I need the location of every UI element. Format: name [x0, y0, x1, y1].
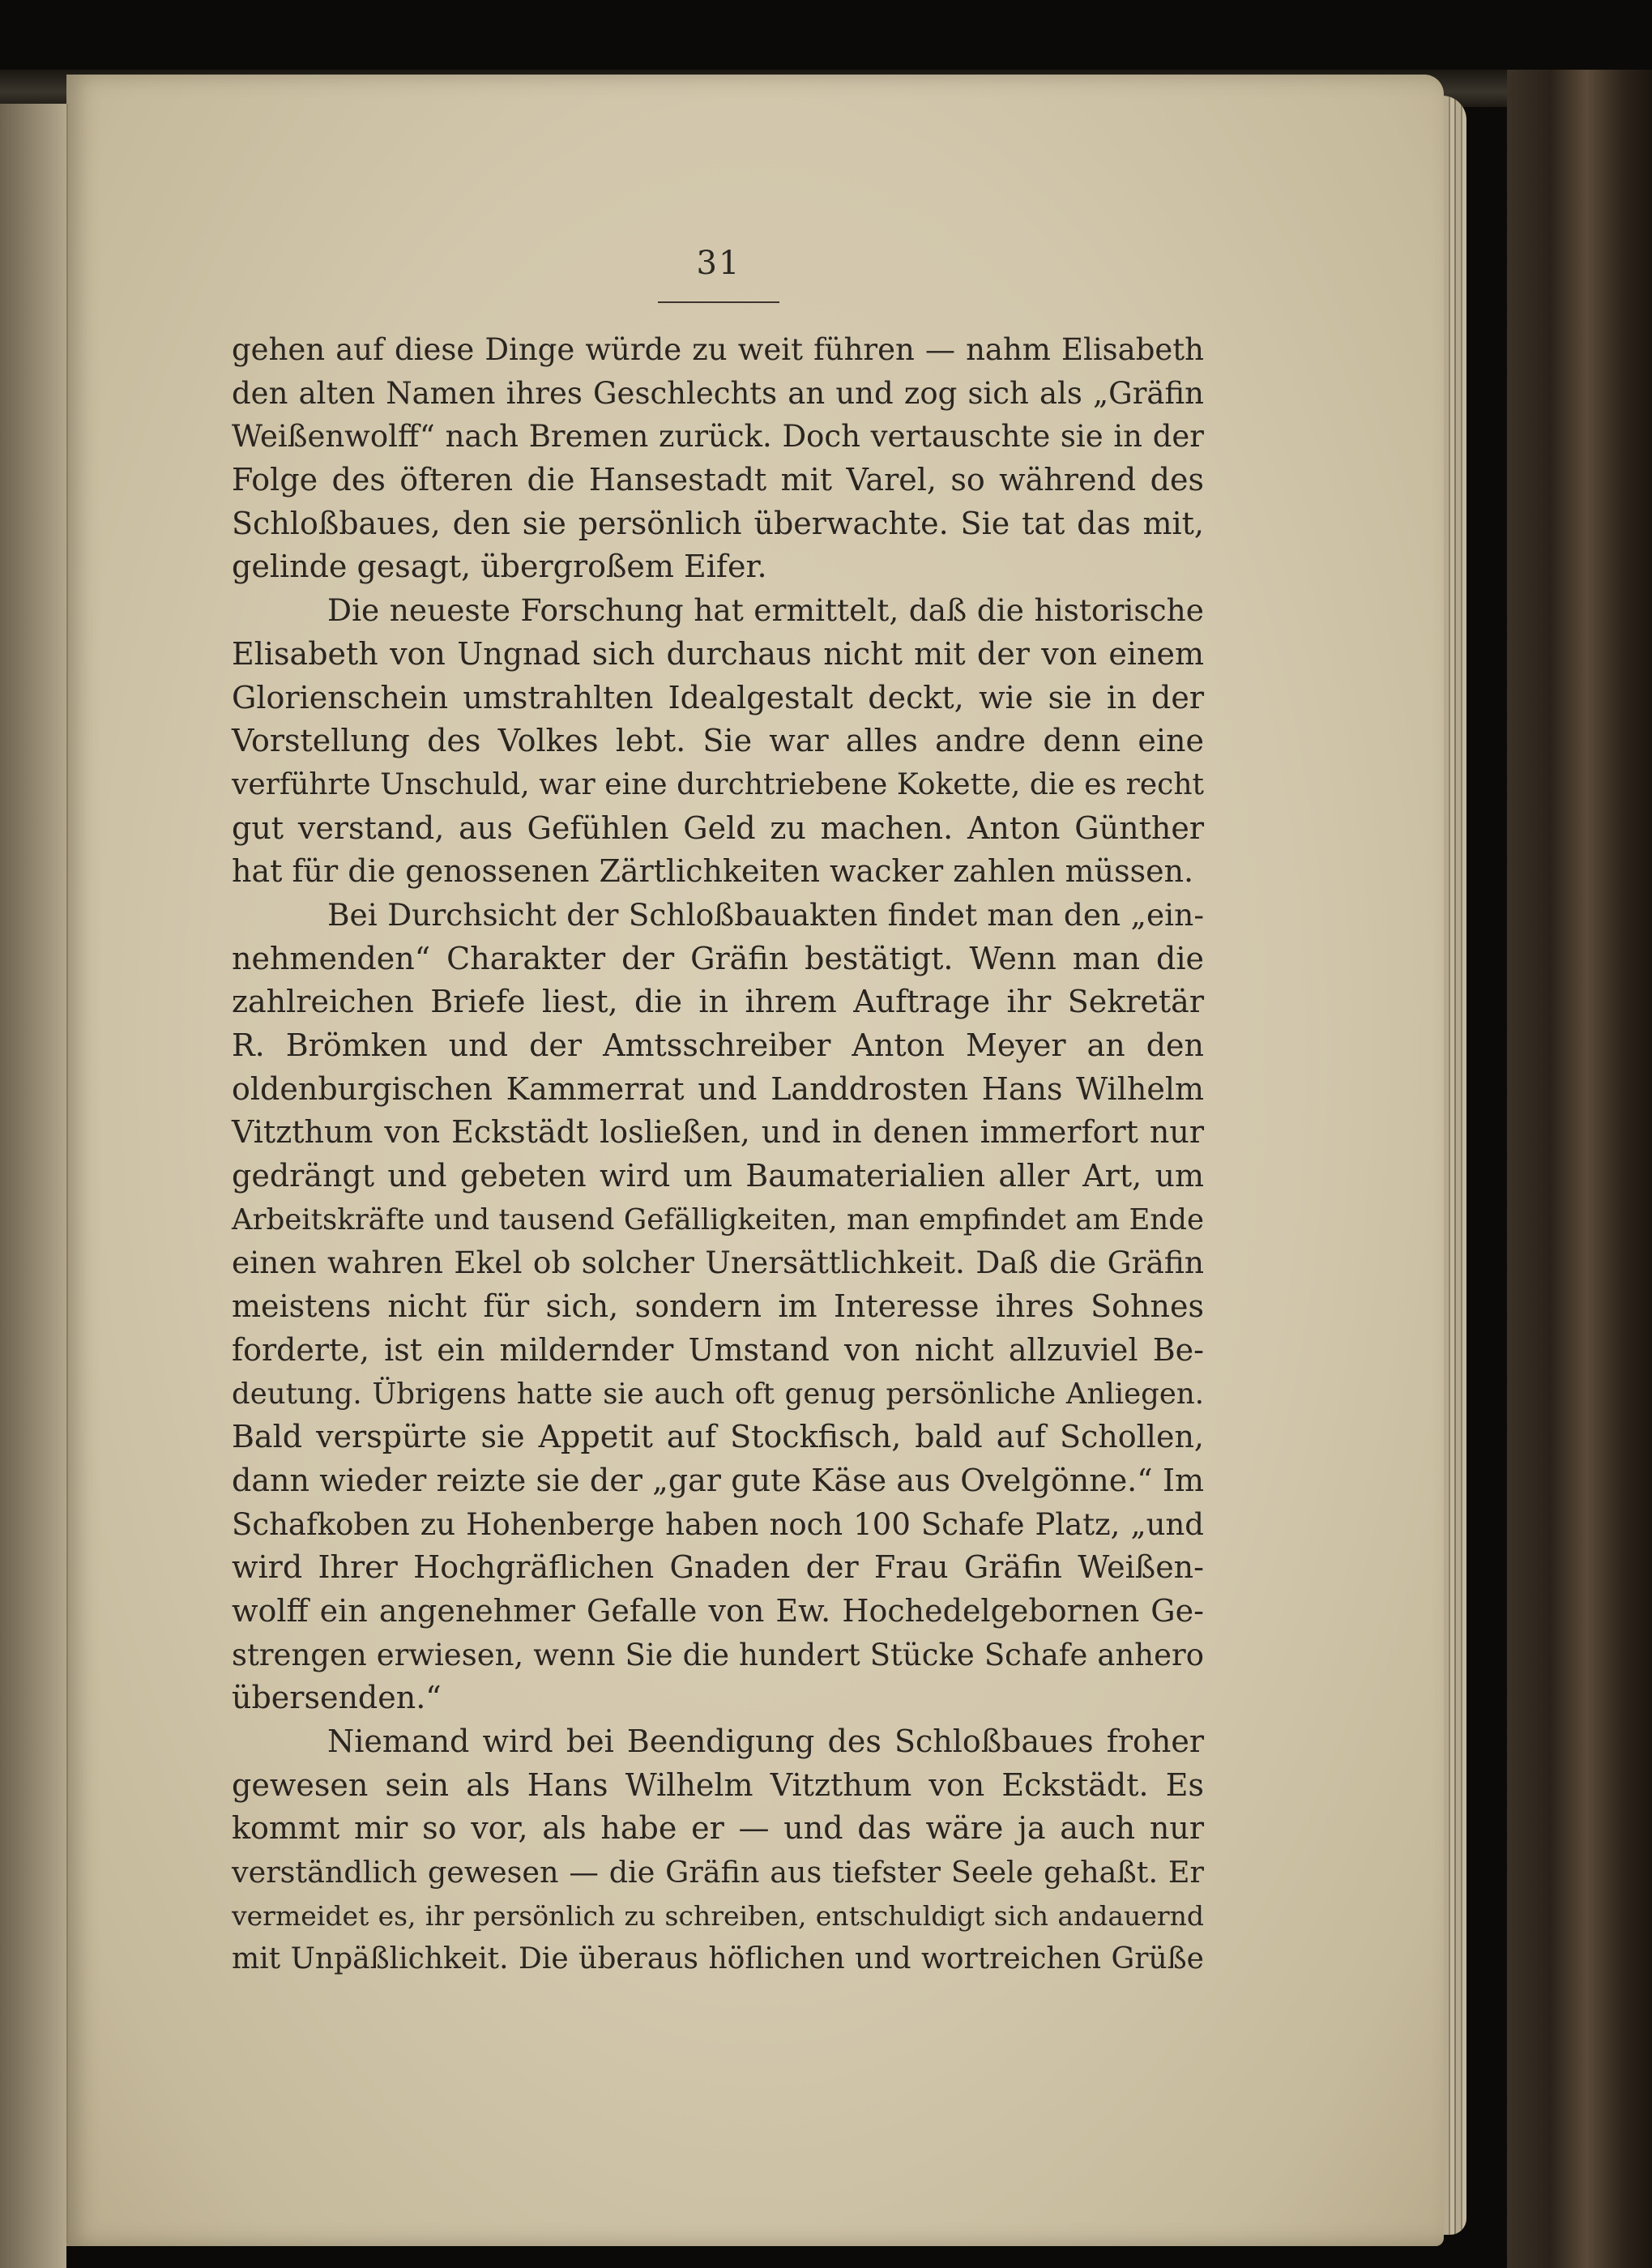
- text-line: wird Ihrer Hochgräflichen Gnaden der Frau Gräfin Weißen-: [232, 1549, 1204, 1586]
- text-line: vermeidet es, ihr persönlich zu schreiben, entschuldigt sich andauernd: [232, 1899, 1204, 1932]
- text-line: gewesen sein als Hans Wilhelm Vitzthum von Eckstädt. Es: [232, 1766, 1204, 1803]
- text-line: oldenburgischen Kammerrat und Landdrosten Hans Wilhelm: [232, 1070, 1204, 1107]
- text-line: Vorstellung des Volkes lebt. Sie war alles andre denn eine: [232, 723, 1204, 759]
- text-line: deutung. Übrigens hatte sie auch oft genug persönliche Anliegen.: [232, 1377, 1204, 1411]
- text-line: gelinde gesagt, übergroßem Eifer.: [232, 549, 767, 585]
- text-line: verständlich gewesen — die Gräfin aus tiefster Seele gehaßt. Er: [232, 1855, 1204, 1890]
- text-line: Bald verspürte sie Appetit auf Stockfisch, bald auf Schollen,: [232, 1419, 1204, 1455]
- text-line: wolff ein angenehmer Gefalle von Ew. Hochedelgebornen Ge-: [232, 1592, 1204, 1629]
- text-line: kommt mir so vor, als habe er — und das wäre ja auch nur: [232, 1810, 1204, 1847]
- text-line: Glorienschein umstrahlten Idealgestalt deckt, wie sie in der: [232, 679, 1204, 715]
- left-page-edge: [0, 104, 66, 2268]
- text-line: übersenden.“: [232, 1680, 442, 1716]
- book-cover-spine: [1507, 70, 1652, 2268]
- page-number-rule: [658, 301, 779, 303]
- text-line: gedrängt und gebeten wird um Baumaterialien aller Art, um: [232, 1158, 1204, 1194]
- text-line: nehmenden“ Charakter der Gräfin bestätigt. Wenn man die: [232, 940, 1204, 976]
- text-line: mit Unpäßlichkeit. Die überaus höflichen und wortreichen Grüße: [232, 1942, 1204, 1976]
- text-line: den alten Namen ihres Geschlechts an und zog sich als „Gräfin: [232, 375, 1204, 411]
- text-line: verführte Unschuld, war eine durchtriebene Kokette, die es recht: [232, 767, 1204, 801]
- text-line: gut verstand, aus Gefühlen Geld zu machen. Anton Günther: [232, 809, 1204, 846]
- text-line: Die neueste Forschung hat ermittelt, daß die historische: [327, 592, 1204, 629]
- text-line: Folge des öfteren die Hansestadt mit Varel, so während des: [232, 462, 1204, 498]
- text-line: Arbeitskräfte und tausend Gefälligkeiten, man empfindet am Ende: [232, 1202, 1204, 1237]
- text-line: dann wieder reizte sie der „gar gute Käse aus Ovelgönne.“ Im: [232, 1462, 1204, 1498]
- text-line: Elisabeth von Ungnad sich durchaus nicht mit der von einem: [232, 635, 1204, 672]
- text-line: Bei Durchsicht der Schloßbauakten findet man den „ein-: [327, 896, 1204, 933]
- text-line: Weißenwolff“ nach Bremen zurück. Doch vertauschte sie in der: [232, 419, 1204, 455]
- text-line: strengen erwiesen, wenn Sie die hundert Stücke Schafe anhero: [232, 1637, 1204, 1672]
- text-line: hat für die genossenen Zärtlichkeiten wacker zahlen müssen.: [232, 853, 1194, 890]
- text-line: einen wahren Ekel ob solcher Unersättlichkeit. Daß die Gräfin: [232, 1245, 1204, 1281]
- text-line: zahlreichen Briefe liest, die in ihrem Auftrage ihr Sekretär: [232, 984, 1204, 1020]
- text-line: Schafkoben zu Hohenberge haben noch 100 Schafe Platz, „und: [232, 1506, 1204, 1542]
- text-line: Vitzthum von Eckstädt losließen, und in denen immerfort nur: [232, 1114, 1204, 1151]
- text-line: forderte, ist ein mildernder Umstand von nicht allzuviel Be-: [232, 1331, 1204, 1368]
- text-line: Niemand wird bei Beendigung des Schloßbaues froher: [327, 1723, 1204, 1759]
- text-line: meistens nicht für sich, sondern im Interesse ihres Sohnes: [232, 1288, 1204, 1325]
- page-number: 31: [696, 245, 741, 282]
- page-gutter: [66, 104, 68, 2243]
- text-line: gehen auf diese Dinge würde zu weit führen — nahm Elisabeth: [232, 332, 1204, 367]
- body-text: [232, 328, 1204, 1981]
- text-line: R. Brömken und der Amtsschreiber Anton Meyer an den: [232, 1027, 1204, 1063]
- text-line: Schloßbaues, den sie persönlich überwachte. Sie tat das mit,: [232, 505, 1204, 541]
